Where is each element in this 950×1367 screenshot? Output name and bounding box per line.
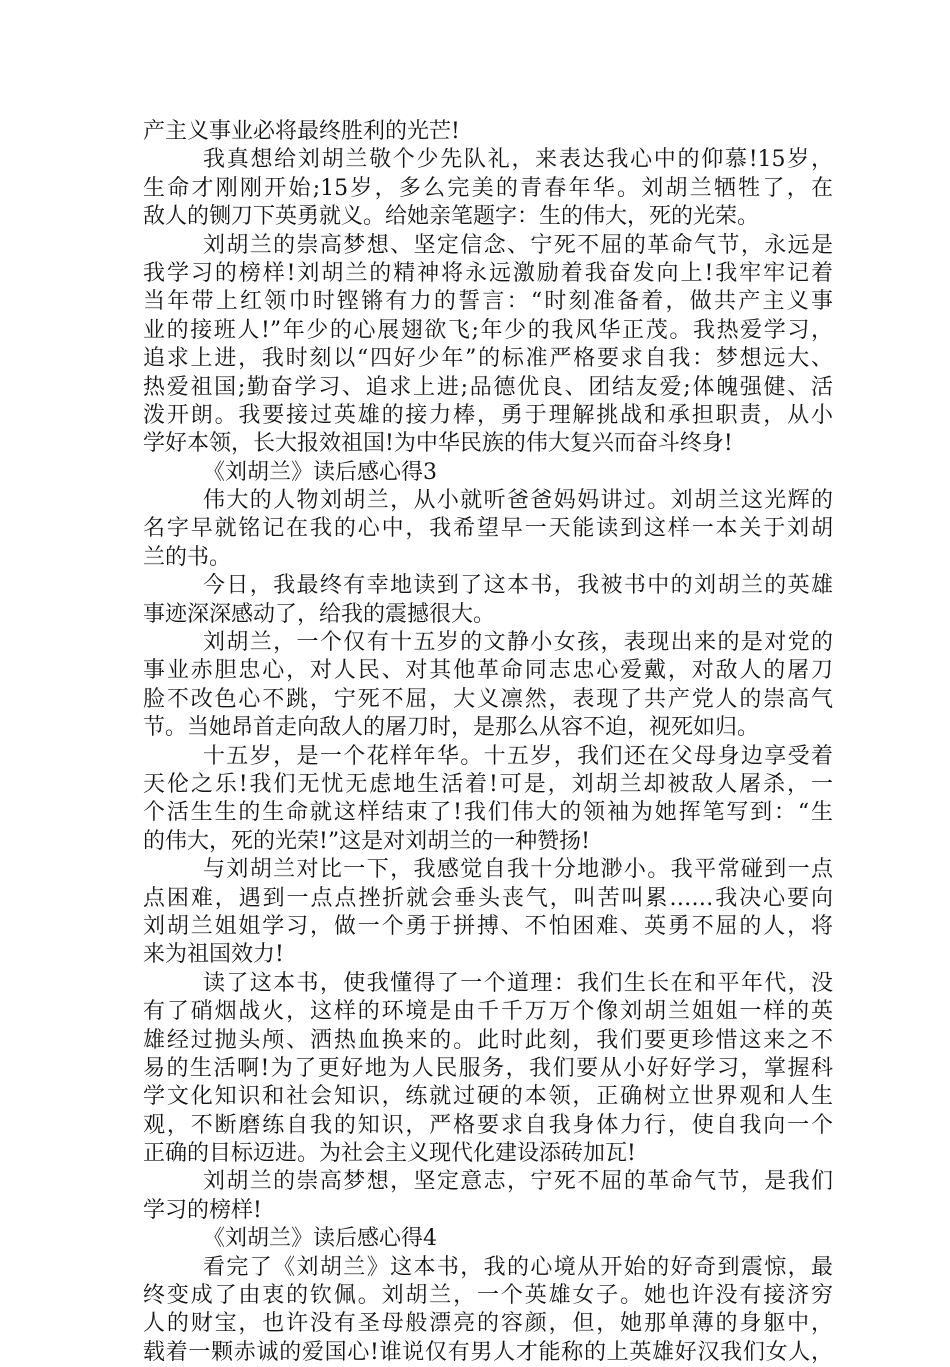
- section-heading: 《刘胡兰》读后感心得4: [203, 1226, 437, 1252]
- text-line: 热爱祖国;勤奋学习、追求上进;品德优良、团结友爱;体魄强健、活: [143, 374, 833, 400]
- text-line: 生命才刚刚开始;15岁，多么完美的青春年华。刘胡兰牺牲了，在: [143, 175, 833, 201]
- text-line: 个活生生的生命就这样结束了!我们伟大的领袖为她挥笔写到：“生: [143, 800, 833, 826]
- text-line: 当年带上红领巾时铿锵有力的誓言：“时刻准备着，做共产主义事: [143, 289, 833, 315]
- text-line: 点困难，遇到一点点挫折就会垂头丧气，叫苦叫累……我决心要向: [143, 885, 833, 911]
- text-line: 天伦之乐!我们无忧无虑地生活着!可是，刘胡兰却被敌人屠杀，一: [143, 771, 833, 797]
- text-line: 我学习的榜样!刘胡兰的精神将永远激励着我奋发向上!我牢牢记着: [143, 260, 833, 286]
- text-line: 易的生活啊!为了更好地为人民服务，我们要从小好好学习，掌握科: [143, 1055, 833, 1081]
- text-line: 刘胡兰的崇高梦想，坚定意志，宁死不屈的革命气节，是我们: [203, 1169, 833, 1195]
- text-line: 载着一颗赤诚的爱国心!谁说仅有男人才能称的上英雄好汉我们女人，: [143, 1339, 833, 1365]
- text-line: 产主义事业必将最终胜利的光芒!: [143, 119, 460, 144]
- text-line: 伟大的人物刘胡兰，从小就听爸爸妈妈讲过。刘胡兰这光辉的: [203, 488, 833, 514]
- text-line: 事迹深深感动了，给我的震撼很大。: [143, 601, 496, 627]
- text-line: 追求上进，我时刻以“四好少年”的标准严格要求自我：梦想远大、: [143, 346, 833, 372]
- text-line: 刘胡兰姐姐学习，做一个勇于拼搏、不怕困难、英勇不屈的人，将: [143, 913, 833, 939]
- text-line: 敌人的铡刀下英勇就义。给她亲笔题字：生的伟大，死的光荣。: [143, 204, 760, 230]
- text-line: 学文化知识和社会知识，练就过硬的本领，正确树立世界观和人生: [143, 1084, 833, 1110]
- section-heading: 《刘胡兰》读后感心得3: [203, 459, 437, 485]
- text-line: 人的财宝，也许没有圣母般漂亮的容颜，但，她那单薄的身躯中，: [143, 1311, 833, 1337]
- text-line: 十五岁，是一个花样年华。十五岁，我们还在父母身边享受着: [203, 743, 833, 769]
- text-line: 业的接班人!”年少的心展翅欲飞;年少的我风华正茂。我热爱学习，: [143, 317, 833, 343]
- text-line: 与刘胡兰对比一下，我感觉自我十分地渺小。我平常碰到一点: [203, 857, 833, 883]
- text-line: 事业赤胆忠心，对人民、对其他革命同志忠心爱戴，对敌人的屠刀: [143, 658, 833, 684]
- text-line: 今日，我最终有幸地读到了这本书，我被书中的刘胡兰的英雄: [203, 573, 833, 599]
- text-line: 刘胡兰的崇高梦想、坚定信念、宁死不屈的革命气节，永远是: [203, 232, 833, 258]
- text-line: 雄经过抛头颅、洒热血换来的。此时此刻，我们要更珍惜这来之不: [143, 1027, 833, 1053]
- text-line: 我真想给刘胡兰敬个少先队礼，来表达我心中的仰慕!15岁，: [203, 147, 833, 173]
- text-line: 有了硝烟战火，这样的环境是由千千万万个像刘胡兰姐姐一样的英: [143, 999, 833, 1025]
- text-line: 泼开朗。我要接过英雄的接力棒，勇于理解挑战和承担职责，从小: [143, 402, 833, 428]
- text-line: 名字早就铭记在我的心中，我希望早一天能读到这样一本关于刘胡: [143, 516, 833, 542]
- text-line: 看完了《刘胡兰》这本书，我的心境从开始的好奇到震惊，最: [203, 1254, 833, 1280]
- text-line: 观，不断磨练自我的知识，严格要求自我身体力行，使自我向一个: [143, 1112, 833, 1138]
- text-line: 正确的目标迈进。为社会主义现代化建设添砖加瓦!: [143, 1141, 636, 1167]
- text-line: 刘胡兰，一个仅有十五岁的文静小女孩，表现出来的是对党的: [203, 630, 833, 656]
- text-line: 来为祖国效力!: [143, 942, 284, 968]
- document-page: [143, 118, 833, 1367]
- text-line: 终变成了由衷的钦佩。刘胡兰，一个英雄女子。她也许没有接济穷: [143, 1283, 833, 1309]
- text-line: 节。当她昂首走向敌人的屠刀时，是那么从容不迫，视死如归。: [143, 715, 760, 741]
- text-line: 读了这本书，使我懂得了一个道理：我们生长在和平年代，没: [203, 970, 833, 996]
- text-line: 的伟大，死的光荣!”这是对刘胡兰的一种赞扬!: [143, 828, 590, 854]
- text-line: 兰的书。: [143, 544, 232, 570]
- text-line: 学好本领，长大报效祖国!为中华民族的伟大复兴而奋斗终身!: [143, 431, 733, 457]
- text-line: 学习的榜样!: [143, 1197, 262, 1223]
- text-line: 脸不改色心不跳，宁死不屈，大义凛然，表现了共产党人的崇高气: [143, 686, 833, 712]
